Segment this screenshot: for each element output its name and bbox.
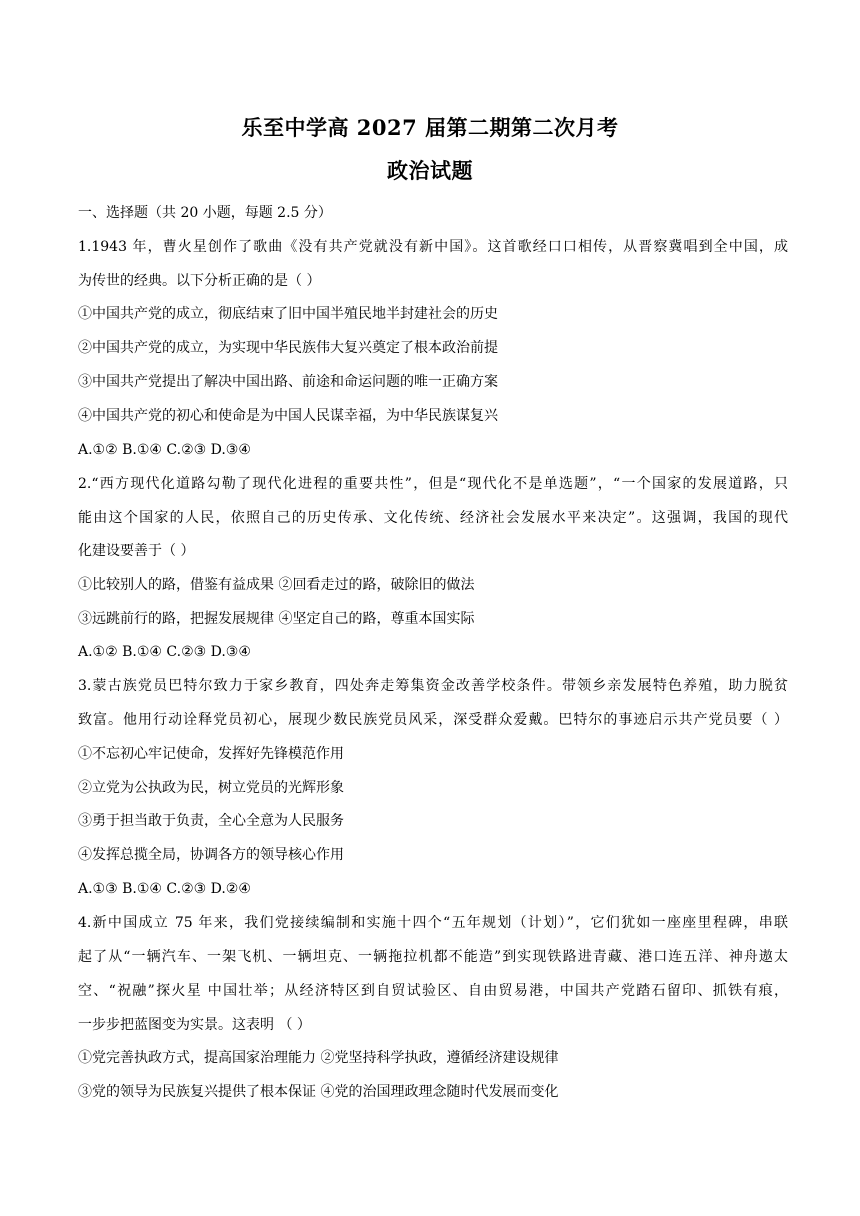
q4-stem-line: 起了从“一辆汽车、一架飞机、一辆坦克、一辆拖拉机都不能造”到实现铁路进青藏、港口连五洋、神舟遨太 — [78, 949, 788, 965]
q3-option: ①不忘初心牢记使命，发挥好先锋模范作用 — [78, 746, 344, 762]
q3-answer-choices: A.①③ B.①④ C.②③ D.②④ — [78, 881, 251, 897]
q3-option: ③勇于担当敢于负责，全心全意为人民服务 — [78, 813, 344, 829]
q3-option: ②立党为公执政为民，树立党员的光辉形象 — [78, 780, 344, 796]
q1-option: ③中国共产党提出了解决中国出路、前途和命运问题的唯一正确方案 — [78, 374, 498, 390]
q3-stem-line: 3.蒙古族党员巴特尔致力于家乡教育，四处奔走筹集资金改善学校条件。带领乡亲发展特色养殖，助力脱贫 — [78, 678, 788, 694]
q1-option: ②中国共产党的成立，为实现中华民族伟大复兴奠定了根本政治前提 — [78, 340, 498, 356]
q2-stem-line: 化建设要善于（ ） — [78, 543, 195, 559]
section-heading: 一、选择题（共 20 小题，每题 2.5 分） — [78, 205, 332, 221]
q4-option: ③党的领导为民族复兴提供了根本保证 ④党的治国理政理念随时代发展而变化 — [78, 1084, 559, 1100]
q1-option: ④中国共产党的初心和使命是为中国人民谋幸福，为中华民族谋复兴 — [78, 408, 498, 424]
q2-option: ①比较别人的路，借鉴有益成果 ②回看走过的路，破除旧的做法 — [78, 577, 475, 593]
q3-option: ④发挥总揽全局，协调各方的领导核心作用 — [78, 847, 344, 863]
q1-stem-line: 1.1943 年，曹火星创作了歌曲《没有共产党就没有新中国》。这首歌经口口相传，从晋察冀唱到全中国，成 — [78, 239, 788, 255]
q4-option: ①党完善执政方式，提高国家治理能力 ②党坚持科学执政，遵循经济建设规律 — [78, 1050, 559, 1066]
exam-title: 乐至中学高 2027 届第二期第二次月考 — [241, 115, 619, 140]
q1-answer-choices: A.①② B.①④ C.②③ D.③④ — [78, 442, 251, 458]
q3-stem-line: 致富。他用行动诠释党员初心，展现少数民族党员风采，深受群众爱戴。巴特尔的事迹启示共产党员要（ ） — [78, 712, 788, 728]
q4-stem-line: 空、“祝融”探火星 中国壮举；从经济特区到自贸试验区、自由贸易港，中国共产党踏石留印、抓铁有痕， — [78, 983, 788, 999]
q4-stem-line: 一步步把蓝图变为实景。这表明 （ ） — [78, 1017, 311, 1033]
q1-option: ①中国共产党的成立，彻底结束了旧中国半殖民地半封建社会的历史 — [78, 306, 498, 322]
q4-stem-line: 4.新中国成立 75 年来，我们党接续编制和实施十四个“五年规划（计划）”，它们犹如一座座里程碑，串联 — [78, 915, 788, 931]
q2-option: ③远跳前行的路，把握发展规律 ④坚定自己的路，尊重本国实际 — [78, 611, 475, 627]
exam-subtitle: 政治试题 — [387, 158, 473, 183]
q2-answer-choices: A.①② B.①④ C.②③ D.③④ — [78, 644, 251, 660]
q2-stem-line: 能由这个国家的人民，依照自己的历史传承、文化传统、经济社会发展水平来决定”。这强调，我国的现代 — [78, 510, 788, 526]
q1-stem-line: 为传世的经典。以下分析正确的是（ ） — [78, 273, 321, 289]
q2-stem-line: 2.“西方现代化道路勾勒了现代化进程的重要共性”，但是“现代化不是单选题”，“一个国家的发展道路，只 — [78, 476, 788, 492]
